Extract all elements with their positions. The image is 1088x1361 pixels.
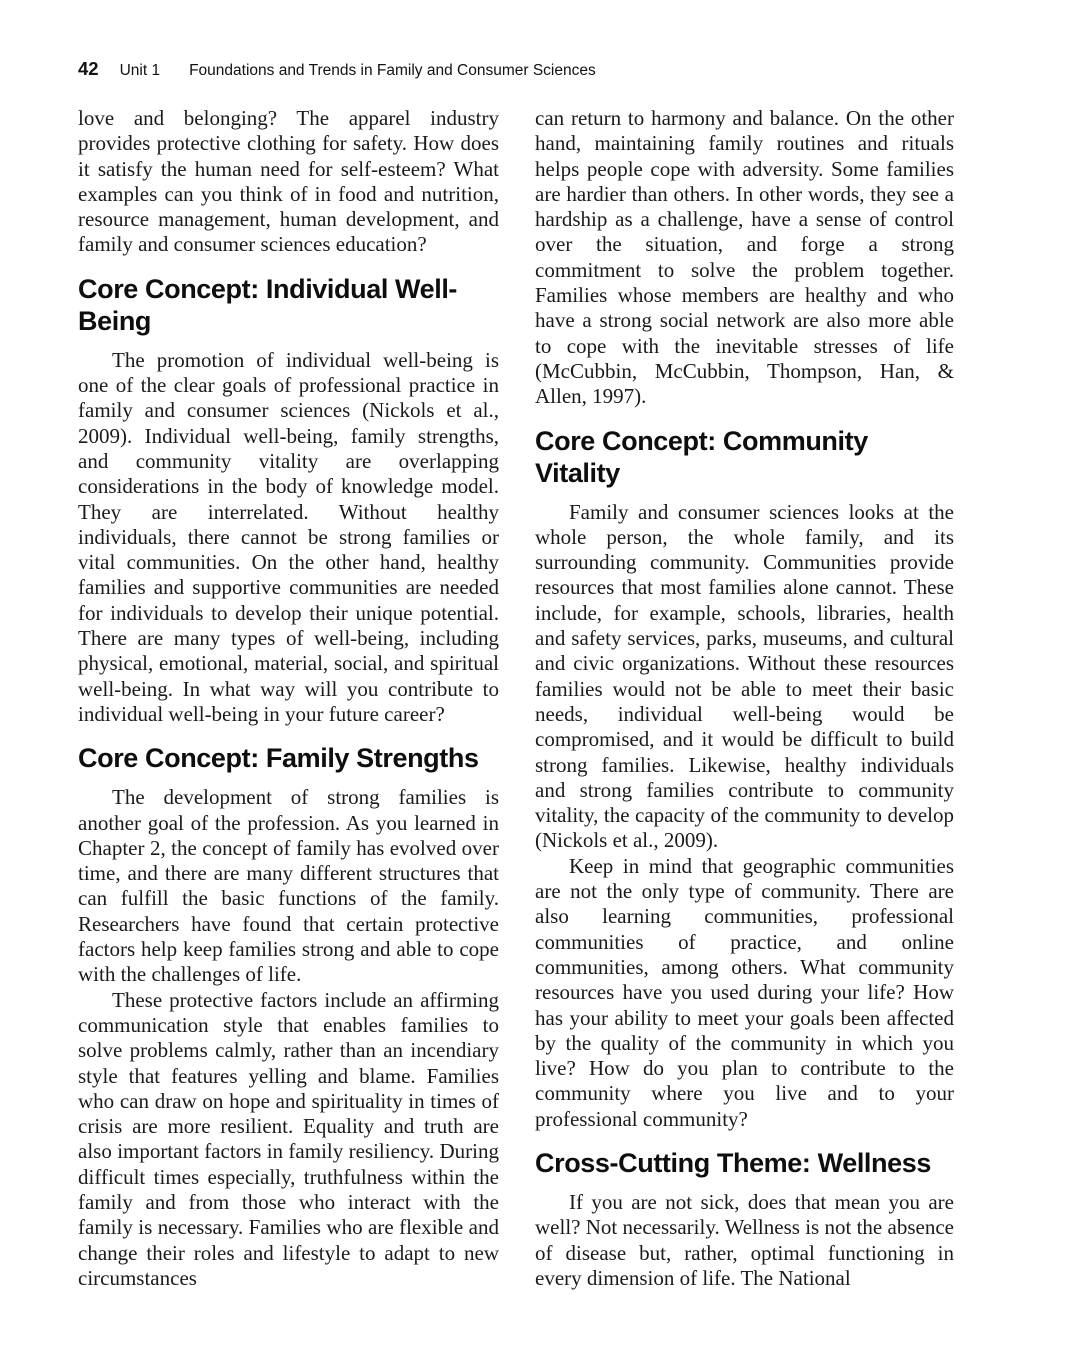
paragraph: If you are not sick, does that mean you are well? Not necessarily. Wellness is not the absence of disease but, rather, optimal functioning in every dimension of life. The National	[535, 1189, 954, 1290]
paragraph: These protective factors include an affirming communication style that enables families to solve problems calmly, rather than an incendiary style that features yelling and blame. Families who can draw on hope and spirituality in times of crisis are more resilient. Equality and truth are also important factors in family resiliency. During difficult times especially, truthfulness within the family and from those who interact with the family is necessary. Families who are flexible and change their roles and lifestyle to adapt to new circumstances	[78, 987, 499, 1290]
running-title: Foundations and Trends in Family and Consumer Sciences	[189, 62, 596, 79]
paragraph-continuation: love and belonging? The apparel industry provides protective clothing for safety. How does it satisfy the human need for self-esteem? What examples can you think of in food and nutrition, resource management, human development, and family and consumer sciences education?	[78, 106, 499, 257]
paragraph: The promotion of individual well-being is one of the clear goals of professional practice in family and consumer sciences (Nickols et al., 2009). Individual well-being, family strengths, and community vitality are overlapping considerations in the body of knowledge model. They are interrelated. Without healthy individuals, there cannot be strong families or vital communities. On the other hand, healthy families and supportive communities are needed for individuals to develop their unique potential. There are many types of well-being, including physical, emotional, material, social, and spiritual well-being. In what way will you contribute to individual well-being in your future career?	[78, 347, 499, 726]
page-number: 42	[78, 58, 99, 79]
section-heading-family-strengths: Core Concept: Family Strengths	[78, 743, 479, 774]
unit-label: Unit 1	[119, 62, 161, 79]
paragraph: Family and consumer sciences looks at the whole person, the whole family, and its surrounding community. Communities provide resources that most families alone cannot. These include, for example, schools, libraries, health and safety services, parks, museums, and cultural and civic organizations. Without these resources families would not be able to meet their basic needs, individual well-being would be compromised, and it would be difficult to build strong families. Likewise, healthy individuals and strong families contribute to community vitality, the capacity of the community to develop (Nickols et al., 2009).	[535, 499, 954, 853]
section-heading-individual-well-being: Core Concept: Individual Well-Being	[78, 273, 458, 336]
right-column	[535, 106, 954, 1291]
section-heading-cross-cutting-theme-wellness: Cross-Cutting Theme: Wellness	[535, 1147, 931, 1178]
paragraph: Keep in mind that geographic communities are not the only type of community. There are also learning communities, professional communities of practice, and online communities, among others. What community resources have you used during your life? How has your ability to meet your goals been affected by the quality of the community in which you live? How do you plan to contribute to the community where you live and to your professional community?	[535, 853, 954, 1131]
left-column	[78, 106, 499, 1291]
section-heading-community-vitality: Core Concept: Community Vitality	[535, 425, 868, 488]
running-header	[78, 58, 1018, 80]
paragraph: The development of strong families is another goal of the profession. As you learned in Chapter 2, the concept of family has evolved over time, and there are many different structures that can fulfill the basic functions of the family. Researchers have found that certain protective factors help keep families strong and able to cope with the challenges of life.	[78, 785, 499, 987]
paragraph-continuation: can return to harmony and balance. On the other hand, maintaining family routines and rituals helps people cope with adversity. Some families are hardier than others. In other words, they see a hardship as a challenge, have a sense of control over the situation, and forge a strong commitment to solve the problem together. Families whose members are healthy and who have a strong social network are also more able to cope with the inevitable stresses of life (McCubbin, McCubbin, Thompson, Han, & Allen, 1997).	[535, 106, 954, 409]
